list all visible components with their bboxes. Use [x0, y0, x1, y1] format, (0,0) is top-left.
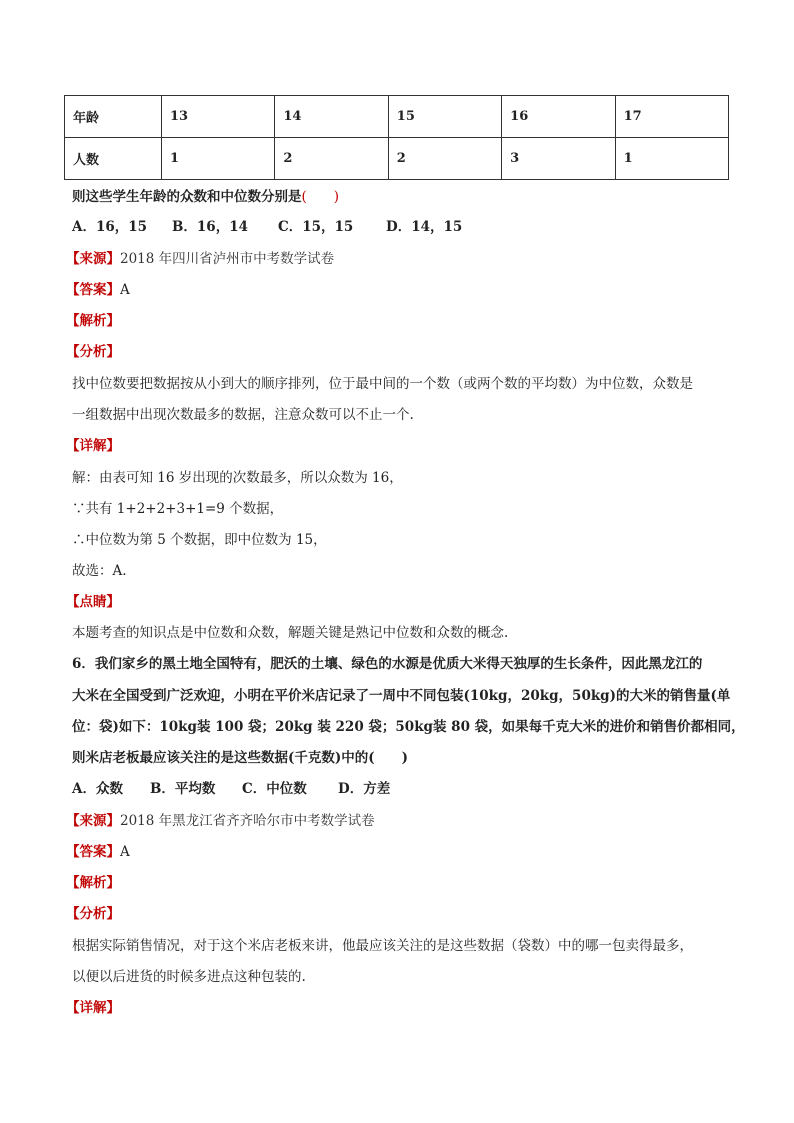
q6-stem-line-3: 位：袋)如下：10kg装 100 袋；20kg 装 220 袋；50kg装 80 袋，如果每千克大米的进价和销售价都相同，: [72, 719, 745, 735]
q6-xiangjie-heading: 【详解】: [66, 1000, 120, 1016]
q6-jiexi-heading: 【解析】: [66, 875, 120, 891]
q5-answer: 【答案】A: [66, 282, 130, 298]
table-cell: 16: [502, 96, 615, 138]
q5-dianjing-heading: 【点睛】: [66, 594, 120, 610]
q6-fenxi-line-1: 根据实际销售情况，对于这个米店老板来讲，他最应该关注的是这些数据（袋数）中的哪一包卖得最多，: [72, 938, 693, 954]
table-cell: 2: [275, 138, 388, 180]
q5-fenxi-heading: 【分析】: [66, 344, 120, 360]
q5-dianjing-text: 本题考查的知识点是中位数和众数，解题关键是熟记中位数和众数的概念.: [72, 625, 509, 641]
row-header-cell: 年龄: [65, 96, 162, 138]
q5-options: [72, 217, 752, 237]
q6-source: 【来源】2018 年黑龙江省齐齐哈尔市中考数学试卷: [66, 813, 375, 829]
q6-options: [72, 779, 752, 799]
q5-source: 【来源】2018 年四川省泸州市中考数学试卷: [66, 251, 335, 267]
table-cell: 17: [615, 96, 728, 138]
table-row: [65, 96, 729, 138]
q5-fenxi-line-2: 一组数据中出现次数最多的数据，注意众数可以不止一个.: [72, 407, 414, 423]
q5-jiexi-heading: 【解析】: [66, 313, 120, 329]
q5-detail-line-1: 解：由表可知 16 岁出现的次数最多，所以众数为 16，: [72, 470, 403, 486]
q6-stem-line-1: 6．我们家乡的黑土地全国特有，肥沃的土壤、绿色的水源是优质大米得天独厚的生长条件，因此黑龙江的: [72, 656, 703, 672]
q5-stem: 则这些学生年龄的众数和中位数分别是( ): [72, 189, 340, 205]
table-cell: 1: [162, 138, 275, 180]
q6-fenxi-heading: 【分析】: [66, 906, 120, 922]
q5-detail-line-2: ∵共有 1+2+2+3+1=9 个数据，: [72, 501, 284, 517]
table-cell: 13: [162, 96, 275, 138]
age-count-table: [64, 95, 729, 180]
q5-option-c: C．15，15: [278, 219, 354, 235]
q5-option-d: D．14，15: [386, 219, 463, 235]
table-cell: 1: [615, 138, 728, 180]
q6-answer: 【答案】A: [66, 844, 130, 860]
row-header-cell: 人数: [65, 138, 162, 180]
q5-detail-line-4: 故选：A.: [72, 563, 127, 579]
table-row: [65, 138, 729, 180]
q5-option-b: B．16，14: [172, 219, 248, 235]
q5-xiangjie-heading: 【详解】: [66, 438, 120, 454]
q5-detail-line-3: ∴中位数为第 5 个数据，即中位数为 15，: [72, 532, 327, 548]
table-cell: 15: [388, 96, 501, 138]
q6-fenxi-line-2: 以便以后进货的时候多进点这种包装的.: [72, 969, 306, 985]
q6-option-a: A．众数: [72, 781, 123, 797]
q5-fenxi-line-1: 找中位数要把数据按从小到大的顺序排列，位于最中间的一个数（或两个数的平均数）为中位数，众数是: [72, 376, 693, 392]
q6-stem-line-4: 则米店老板最应该关注的是这些数据(千克数)中的( ): [72, 750, 409, 766]
table-cell: 3: [502, 138, 615, 180]
table-cell: 14: [275, 96, 388, 138]
q6-option-c: C．中位数: [242, 781, 307, 797]
q6-option-d: D．方差: [338, 781, 391, 797]
q6-option-b: B．平均数: [150, 781, 216, 797]
table-cell: 2: [388, 138, 501, 180]
q5-option-a: A．16，15: [72, 219, 148, 235]
q6-stem-line-2: 大米在全国受到广泛欢迎，小明在平价米店记录了一周中不同包装(10kg，20kg，50kg)的大米的销售量(单: [72, 688, 731, 704]
